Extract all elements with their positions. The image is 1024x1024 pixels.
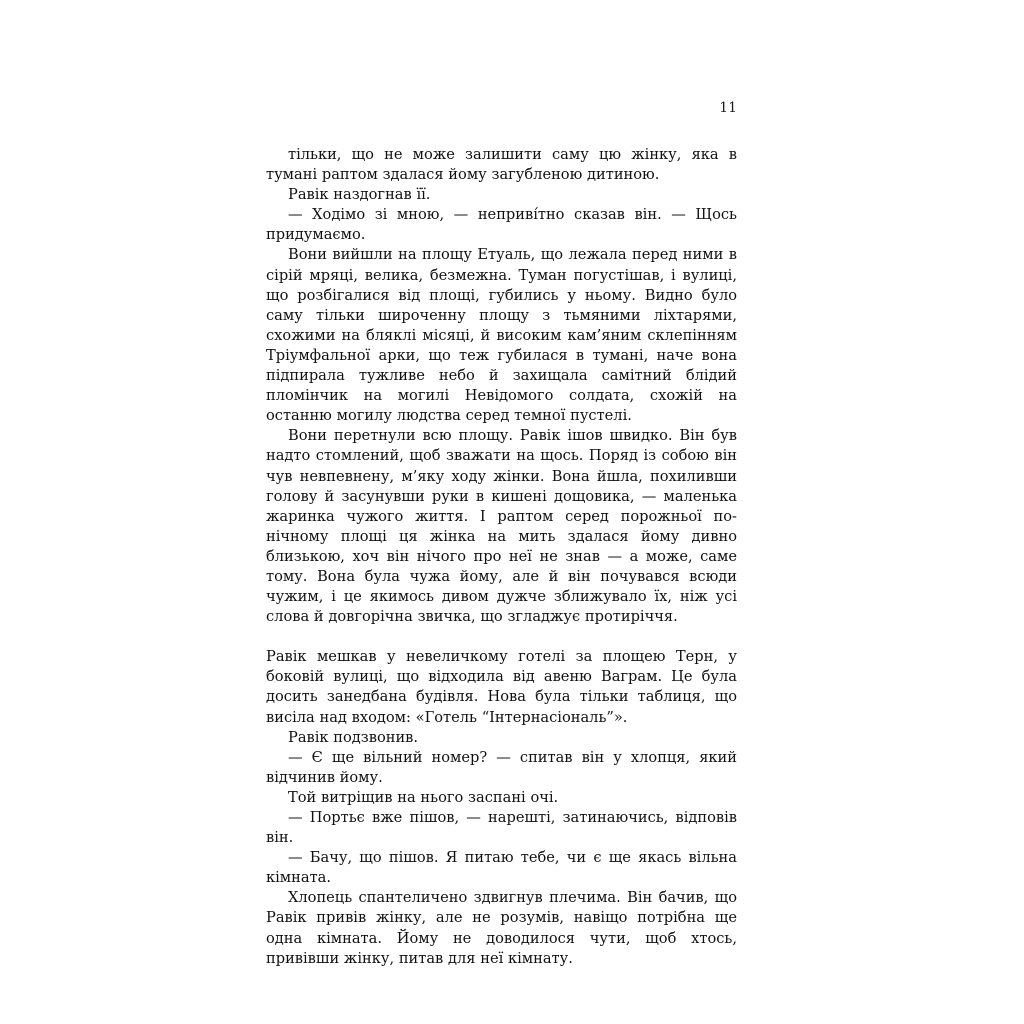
paragraph: Хлопець спантеличено здвигнув плечима. Він бачив, що Равік привів жінку, але не розумів, навіщо потрібна ще одна кімната. Йому не доводилося чути, щоб хтось, привівши жінку, питав для неї кімнату. — [266, 889, 737, 967]
paragraph: Той витріщив на нього заспані очі. — [288, 788, 559, 806]
paragraph: Вони вийшли на площу Етуаль, що лежала перед ними в сірій мряці, велика, безмежна. Туман погустішав, і вулиці, що розбігалися від площі, губились у ньому. Видно було саму тільки широченну площу з тьмяними ліхтарями, схожими на бляклі місяці, й високим кам’яним склепінням Тріумфальної арки, що теж губилася в тумані, наче вона підпирала тужливе небо й захищала самітний блідий пломінчик на могилі Невідомого солдата, схожій на останню могилу людства серед темної пустелі. — [266, 246, 737, 425]
page-number: 11 — [719, 100, 737, 116]
paragraph: Равік мешкав у невеличкому готелі за площею Терн, у боковій вулиці, що відходила від авеню Ваграм. Це була досить занедбана будівля. Нова була тільки таблиця, що висіла над входом: «Готель “Інтернасіональ”». — [266, 648, 737, 726]
paragraph: — Є ще вільний номер? — спитав він у хлопця, який відчинив йому. — [266, 748, 737, 786]
paragraph: Равік подзвонив. — [288, 728, 419, 746]
paragraph: — Портьє вже пішов, — нарешті, затинаючись, відповів він. — [266, 809, 737, 847]
paragraph: тільки, що не може залишити саму цю жінку, яка в тумані раптом здалася йому загубленою дитиною. — [266, 146, 737, 184]
paragraph: Вони перетнули всю площу. Равік ішов швидко. Він був надто стомлений, щоб зважати на щось. Поряд із собою він чув невпевнену, м’яку ходу жінки. Вона йшла, похиливши голову й засунувши руки в кишені дощовика, — маленька жаринка чужого життя. І раптом серед порожньої по-нічному площі ця жінка на мить здалася йому дивно близькою, хоч він нічого про неї не знав — а може, саме тому. Вона була чужа йому, але й він почувався всюди чужим, і це якимось дивом дужче зближувало їх, ніж усі слова й довгорічна звичка, що згладжує протиріччя. — [266, 427, 737, 626]
body-text-block — [266, 145, 737, 969]
paragraph: Равік наздогнав її. — [288, 186, 431, 204]
paragraph: — Ходімо зі мною, — неприві́тно сказав він. — Щось придумаємо. — [266, 206, 737, 244]
paragraph: — Бачу, що пішов. Я питаю тебе, чи є ще якась вільна кімната. — [266, 849, 737, 887]
